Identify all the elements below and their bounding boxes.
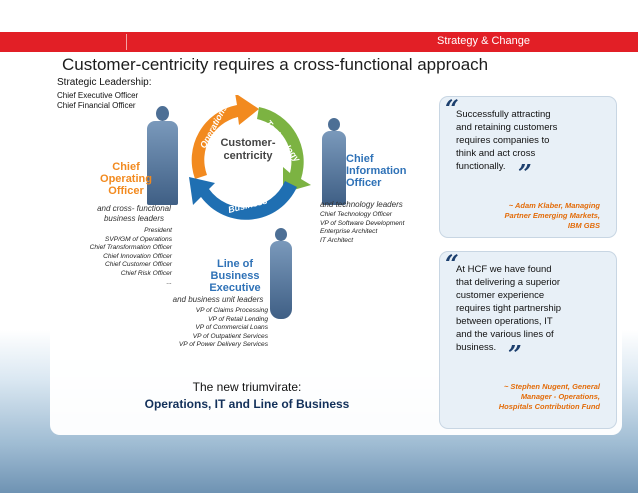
lob-subtitle: and business unit leaders [172, 295, 264, 304]
quote-attribution: ~ Stephen Nugent, General Manager - Operations, Hospitals Contribution Fund [498, 382, 600, 411]
leadership-list [57, 91, 138, 111]
coo-list-item: Chief Transformation Officer [89, 244, 172, 252]
lob-person-icon [267, 228, 297, 320]
coo-list-item: ... [166, 278, 172, 286]
coo-list-item: Chief Risk Officer [120, 269, 172, 277]
coo-subtitle: and cross- functional business leaders [97, 204, 171, 223]
coo-list-item: President [144, 227, 172, 234]
quote-text: At HCF we have found that delivering a superior customer experience requires tight partnership between operations, IT and the various lines of business. [456, 264, 562, 353]
section-label: Strategy & Change [437, 35, 530, 47]
coo-title: Chief Operating Officer [100, 161, 152, 197]
close-quote-mark: ” [518, 159, 532, 188]
cycle-center-label: Customer- centricity [220, 137, 276, 162]
lob-list-item: VP of Claims Processing [195, 307, 268, 314]
lob-list [156, 307, 268, 350]
business-arc [189, 177, 297, 220]
leadership-heading: Strategic Leadership: [57, 77, 152, 88]
quote-text: Successfully attracting and retaining customers requires companies to think and act cross functionally. [456, 109, 558, 172]
close-quote-mark: ” [508, 340, 522, 369]
lob-title: Line of Business Executive [209, 258, 261, 294]
coo-list [64, 227, 172, 287]
open-quote-mark: “ [445, 94, 459, 123]
lob-list-item: VP of Retail Lending [208, 315, 268, 323]
quote-attribution: ~ Adam Klaber, Managing Partner Emerging Markets, IBM GBS [504, 201, 600, 230]
operations-label: Operations [197, 103, 230, 150]
triumvirate-caption: The new triumvirate: Operations, IT and Line of Business [144, 380, 350, 411]
lob-list-item: VP of Power Delivery Services [178, 341, 268, 349]
cio-list-item: VP of Software Development [320, 219, 405, 227]
header-divider [126, 34, 127, 50]
coo-list-item: Chief Customer Officer [104, 261, 172, 269]
cio-subtitle: and technology leaders [320, 200, 403, 209]
coo-list-item: Chief Innovation Officer [103, 252, 172, 260]
slide-title: Customer-centricity requires a cross-functional approach [62, 55, 489, 74]
technology-label: Technology [263, 118, 303, 164]
cio-list-item: Chief Technology Officer [320, 211, 392, 218]
coo-list-item: SVP/GM of Operations [104, 235, 172, 243]
quote-card-nugent [440, 249, 616, 428]
header-bar [0, 32, 638, 52]
open-quote-mark: “ [445, 249, 459, 278]
business-label: Business [227, 195, 269, 215]
cio-list-item: Enterprise Architect [320, 228, 378, 236]
leadership-item: Chief Financial Officer [57, 101, 136, 110]
lob-list-item: VP of Outpatient Services [192, 332, 268, 340]
cio-title: Chief Information Officer [346, 153, 407, 189]
cio-list-item: IT Architect [320, 236, 354, 244]
lob-list-item: VP of Commercial Loans [195, 324, 268, 332]
cio-list [320, 211, 420, 245]
quote-card-klaber [440, 94, 616, 237]
leadership-item: Chief Executive Officer [57, 91, 139, 100]
